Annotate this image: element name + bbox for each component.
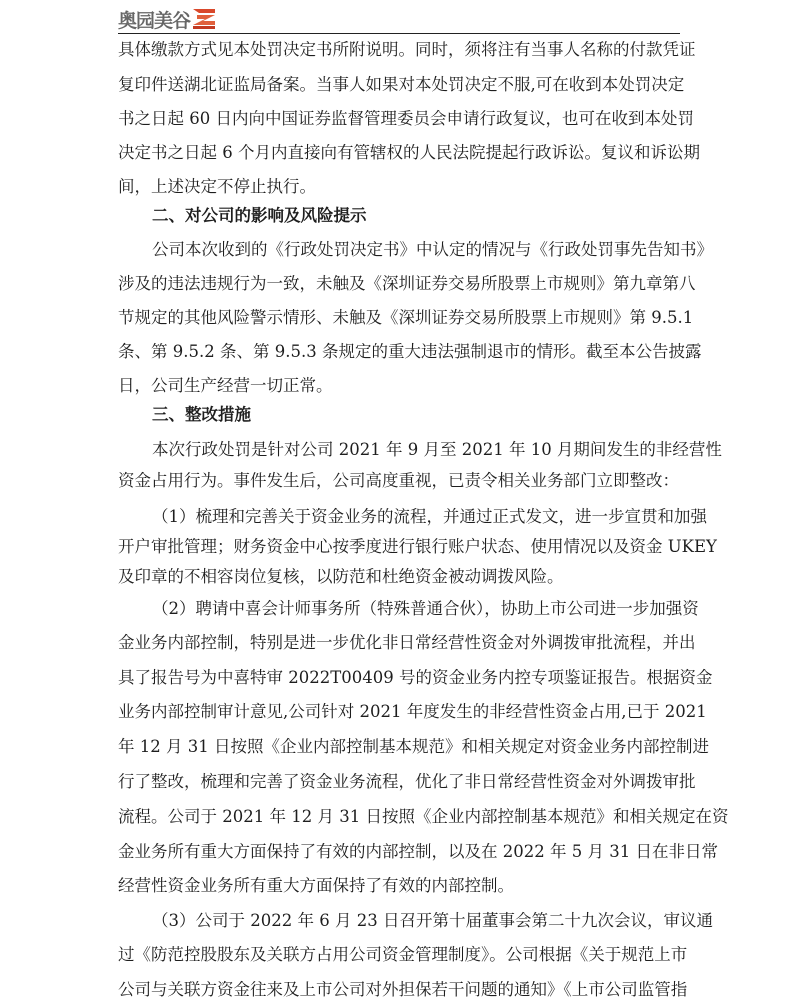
company-logo — [118, 6, 215, 32]
logo-mark-icon — [193, 9, 215, 29]
paragraph-line: 过《防范控股股东及关联方占用公司资金管理制度》。公司根据《关于规范上市 — [118, 945, 688, 964]
section-heading: 二、对公司的影响及风险提示 — [152, 206, 367, 225]
section-heading: 三、整改措施 — [152, 405, 251, 424]
header-rule — [118, 33, 680, 34]
paragraph-line: 开户审批管理；财务资金中心按季度进行银行账户状态、使用情况以及资金 UKEY — [118, 537, 717, 556]
paragraph-line: 具体缴款方式见本处罚决定书所附说明。同时，须将注有当事人名称的付款凭证 — [118, 40, 696, 59]
paragraph-line: 具了报告号为中喜特审 2022T00409 号的资金业务内控专项鉴证报告。根据资金 — [118, 668, 713, 687]
paragraph-line: 年 12 月 31 日按照《企业内部控制基本规范》和相关规定对资金业务内部控制进 — [118, 737, 709, 756]
paragraph-line: 行了整改，梳理和完善了资金业务流程，优化了非日常经营性资金对外调拨审批 — [118, 772, 696, 791]
paragraph-line: （2）聘请中喜会计师事务所（特殊普通合伙），协助上市公司进一步加强资 — [152, 599, 699, 618]
paragraph-line: 涉及的违法违规行为一致，未触及《深圳证券交易所股票上市规则》第九章第八 — [118, 274, 696, 293]
paragraph-line: 条、第 9.5.2 条、第 9.5.3 条规定的重大违法强制退市的情形。截至本公告披露 — [118, 342, 702, 361]
paragraph-line: 资金占用行为。事件发生后，公司高度重视，已责令相关业务部门立即整改： — [118, 471, 679, 490]
paragraph-line: 经营性资金业务所有重大方面保持了有效的内部控制。 — [118, 876, 514, 895]
paragraph-line: （1）梳理和完善关于资金业务的流程，并通过正式发文，进一步宣贯和加强 — [152, 507, 707, 526]
paragraph-line: 业务内部控制审计意见,公司针对 2021 年度发生的非经营性资金占用,已于 2021 — [118, 702, 707, 721]
paragraph-line: 公司本次收到的《行政处罚决定书》中认定的情况与《行政处罚事先告知书》 — [152, 240, 713, 259]
paragraph-line: 书之日起 60 日内向中国证券监督管理委员会申请行政复议，也可在收到本处罚 — [118, 109, 694, 128]
paragraph-line: 日，公司生产经营一切正常。 — [118, 376, 333, 395]
logo-text: 奥园美谷 — [118, 9, 191, 32]
paragraph-line: 间，上述决定不停止执行。 — [118, 177, 316, 196]
paragraph-line: 本次行政处罚是针对公司 2021 年 9 月至 2021 年 10 月期间发生的非经营性 — [152, 440, 722, 459]
paragraph-line: 决定书之日起 6 个月内直接向有管辖权的人民法院提起行政诉讼。复议和诉讼期 — [118, 143, 700, 162]
paragraph-line: 及印章的不相容岗位复核，以防范和杜绝资金被动调拨风险。 — [118, 567, 564, 586]
paragraph-line: 流程。公司于 2021 年 12 月 31 日按照《企业内部控制基本规范》和相关规定在资 — [118, 807, 729, 826]
paragraph-line: 金业务内部控制，特别是进一步优化非日常经营性资金对外调拨审批流程，并出 — [118, 633, 696, 652]
paragraph-line: 节规定的其他风险警示情形、未触及《深圳证券交易所股票上市规则》第 9.5.1 — [118, 308, 694, 327]
paragraph-line: 公司与关联方资金往来及上市公司对外担保若干问题的通知》《上市公司监管指 — [118, 980, 688, 999]
paragraph-line: 金业务所有重大方面保持了有效的内部控制，以及在 2022 年 5 月 31 日在非日常 — [118, 842, 718, 861]
paragraph-line: 复印件送湖北证监局备案。当事人如果对本处罚决定不服,可在收到本处罚决定 — [118, 75, 685, 94]
paragraph-line: （3）公司于 2022 年 6 月 23 日召开第十届董事会第二十九次会议，审议通 — [152, 911, 713, 930]
